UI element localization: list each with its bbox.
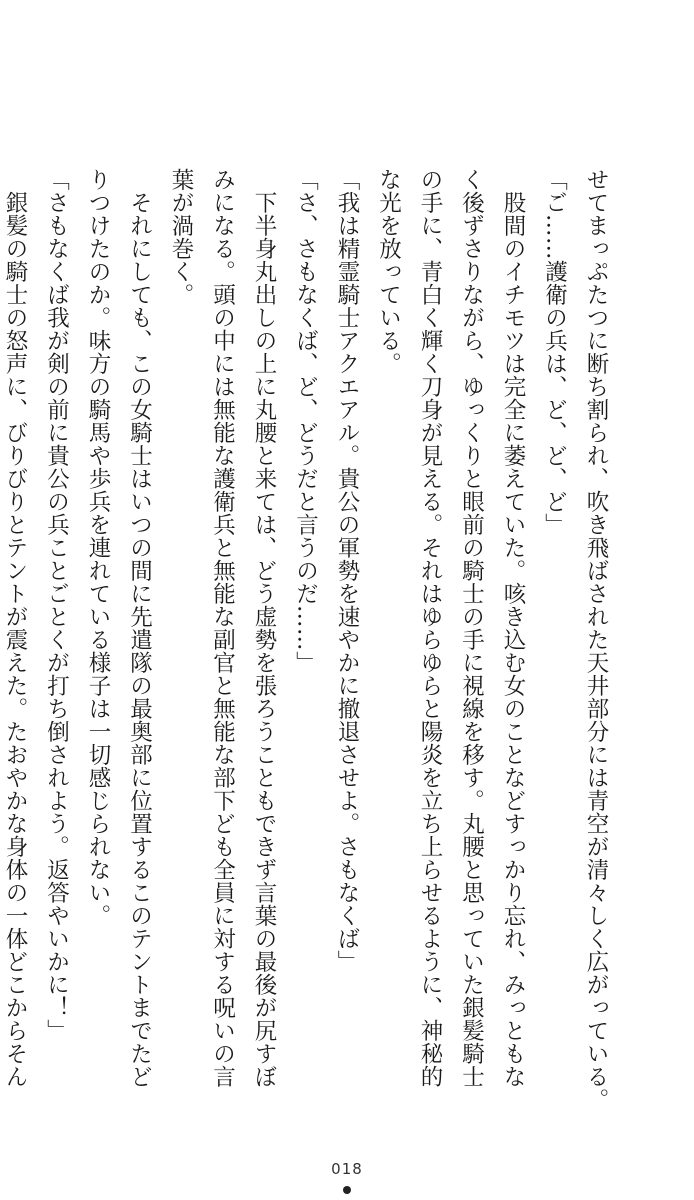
text-line: りつけたのか。味方の騎馬や歩兵を連れている様子は一切感じられない。: [85, 168, 111, 927]
text-line: 「さもなくば我が剣の前に貴公の兵ことごとくが打ち倒されよう。返答やいかに！」: [43, 168, 70, 1042]
text-line: 「我は精霊騎士アクエアル。貴公の軍勢を速やかに撤退させよ。さもなくば」: [334, 168, 360, 973]
text-line: 「さ、さもなくば、ど、どうだと言うのだ……」: [292, 168, 319, 674]
page-number: 018: [331, 1160, 363, 1178]
page-dot-marker: [343, 1186, 351, 1194]
text-line: 葉が渦巻く。: [168, 168, 194, 306]
text-line: く後ずさりながら、ゆっくりと眼前の騎士の手に視線を移す。丸腰と思っていた銀髪騎士: [458, 168, 485, 1088]
text-line: みになる。頭の中には無能な護衛兵と無能な副官と無能な部下ども全員に対する呪いの言: [209, 168, 236, 1088]
text-line: 銀髪の騎士の怒声に、びりびりとテントが震えた。たおやかな身体の一体どこからそん: [2, 168, 28, 1088]
text-line: 「ご……護衛の兵は、ど、ど、ど」: [541, 168, 568, 536]
text-line: それにしても、この女騎士はいつの間に先遣隊の最奥部に位置するこのテントまでたど: [126, 168, 153, 1088]
text-line: な光を放っている。: [375, 168, 402, 375]
text-line: の手に、青白く輝く刀身が見える。それはゆらゆらと陽炎を立ち上らせるように、神秘的: [417, 168, 443, 1088]
text-line: 股間のイチモツは完全に萎えていた。咳き込む女のことなどすっかり忘れ、みっともな: [500, 168, 526, 1088]
vertical-text-body: [2, 168, 616, 1111]
text-line: 下半身丸出しの上に丸腰と来ては、どう虚勢を張ろうこともできず言葉の最後が尻すぼ: [251, 168, 277, 1088]
text-line: せてまっぷたつに断ち割られ、吹き飛ばされた天井部分には青空が清々しく広がっている。: [583, 168, 609, 1111]
